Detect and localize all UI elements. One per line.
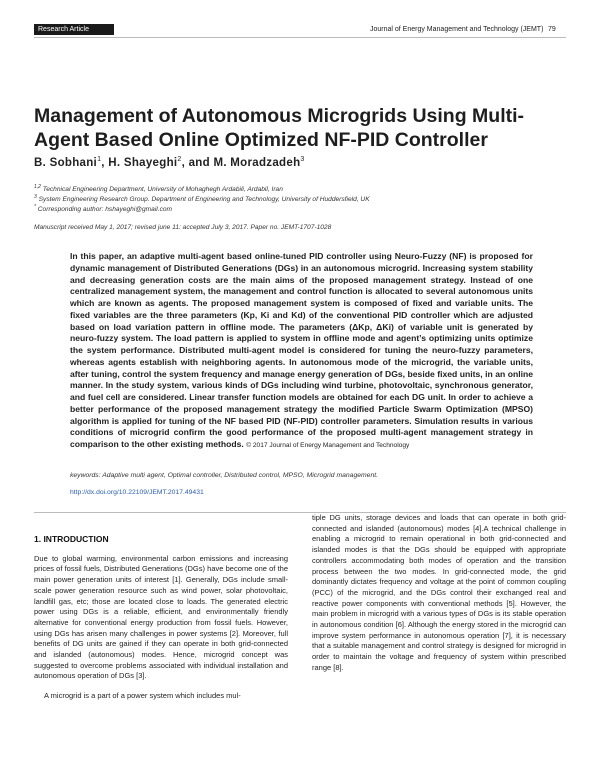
affiliation: $^{1,2}$ Technical Engineering Department, University of Mohaghegh Ardabili, Ardabil, Iran: [34, 184, 283, 194]
author-affil-mark: 3: [300, 156, 305, 163]
article-type-label: Research Article: [38, 26, 89, 33]
right-column: [312, 513, 566, 674]
author-name: M. Moradzadeh: [213, 156, 301, 169]
paper-title: Management of Autonomous Microgrids Using Multi-Agent Based Online Optimized NF-PID Controller: [34, 105, 525, 151]
abstract: [70, 251, 533, 452]
body-paragraph: A microgrid is a part of a power system which includes mul-: [44, 691, 241, 701]
author-affil-mark: 1: [97, 156, 102, 163]
section-heading: 1. INTRODUCTION: [34, 534, 109, 544]
page-number: 79: [548, 26, 556, 33]
keywords-text: Adaptive multi agent, Optimal controller, Distributed control, MPSO, Microgrid management.: [102, 472, 379, 479]
keywords: [70, 472, 378, 479]
copyright-notice: © 2017 Journal of Energy Management and Technology: [246, 442, 410, 449]
journal-name: Journal of Energy Management and Technology (JEMT): [370, 26, 544, 33]
affiliation: $^3$ System Engineering Research Group. Department of Engineering and Technology, University of Huddersfield, UK: [34, 194, 370, 204]
header-divider: [34, 37, 566, 38]
author-name: H. Shayeghi: [108, 156, 178, 169]
author-list: B. Sobhani$^1$, H. Shayeghi$^2$, and M. Moradzadeh$^3$: [34, 156, 305, 169]
corresponding-author: * Corresponding author: hshayeghi@gmail.com: [34, 204, 173, 214]
keywords-label: keywords:: [70, 472, 101, 479]
left-column: [34, 534, 288, 702]
abstract-text: In this paper, an adaptive multi-agent based online-tuned PID controller using Neuro-Fuzzy (NF) is proposed for dynamic management of Distributed Generations (DGs) in an autonomous microgrid. Increasing system stability and decreasing generation costs are the main aims of the proposed management strategy. Instead of one centralized management system, the management and control function is allocated to several autonomous units which are known as agents. The proposed management system is composed of fixed and variable units. The fixed variables are the three parameters (Kp, Ki and Kd) of the conventional PID controller which are adjusted based on load variation pattern in offline mode. The parameters (ΔKp, ΔKi) of variable unit is generated by neuro-fuzzy system. The load pattern is applied to system in offline mode and agent’s optimizing units optimize the system performance. Distributed multi-agent model is considered for tuning the neuro-fuzzy parameters, whereas agents establish with neighboring agents. In autonomous mode of the microgrid, the variable units, after tuning, control the system frequency and manage energy generation of DGs, beside fixed units, in an online manner. In the study system, various kinds of DGs including wind turbine, photovoltaic, synchronous generator, and fuel cell are considered. Linear transfer function models are obtained for each DG unit. In order to achieve a better performance of the proposed management strategy the modified Particle Swarm Optimization (MPSO) algorithm is applied for tuning of the NF based PID (NF-PID) controller parameters. Simulation results in various conditions of microgrid confirm the good performance of the proposed multi-agent management strategy in comparison to the other existing methods.: [70, 251, 533, 449]
doi-link[interactable]: http://dx.doi.org/10.22109/JEMT.2017.49431: [70, 489, 204, 496]
author-affil-mark: 2: [177, 156, 182, 163]
author-name: B. Sobhani: [34, 156, 98, 169]
manuscript-dates: Manuscript received May 1, 2017; revised june 11: accepted July 3, 2017. Paper no. JEMT-1707-1028: [34, 224, 332, 231]
body-paragraph: Due to global warming, environmental carbon emissions and increasing prices of fossil fuels, Distributed Generations (DGs) have become one of the main power generation units of interest [1]. Generally, DGs include small-scale power generation resource such as wind power, solar photovoltaic, landfill gas, etc; those are located close to loads. The generated electric power using DGs is a reliable, efficient, and environmentally friendly alternative for conventional energy production from fossil fuels. However, using DGs has arisen many challenges in power systems [2]. Moreover, full benefits of DG units are gained if they can operate in both grid-connected and islanded (autonomous) modes. Hence, microgrid concept was suggested to overcome problems associated with individual installation and autonomous operation of DGs [3].: [34, 553, 288, 681]
body-paragraph: tiple DG units, storage devices and loads that can operate in both grid-connected and islanded (autonomous) modes [4].A technical challenge in enabling a microgrid to remain operational in both grid-connected and islanded modes is that the DGs should be equipped with appropriate controllers accommodating both modes of operation and the transition process between the two modes. In grid-connected mode, the grid dominantly dictates frequency and voltage at the point of common coupling (PCC) of the microgrid, and the DGs control their exchanged real and reactive power components with conventional methods [5]. However, the main problem in microgrid with a various types of DGs is its stable operation in autonomous condition [6]. Although the energy stored in the microgrid can improve system performance in autonomous operation [7], it is necessary that a suitable management and control strategy is designed for microgrid in order to maintain the voltage and frequency of system within prescribed range [8].: [312, 513, 566, 672]
